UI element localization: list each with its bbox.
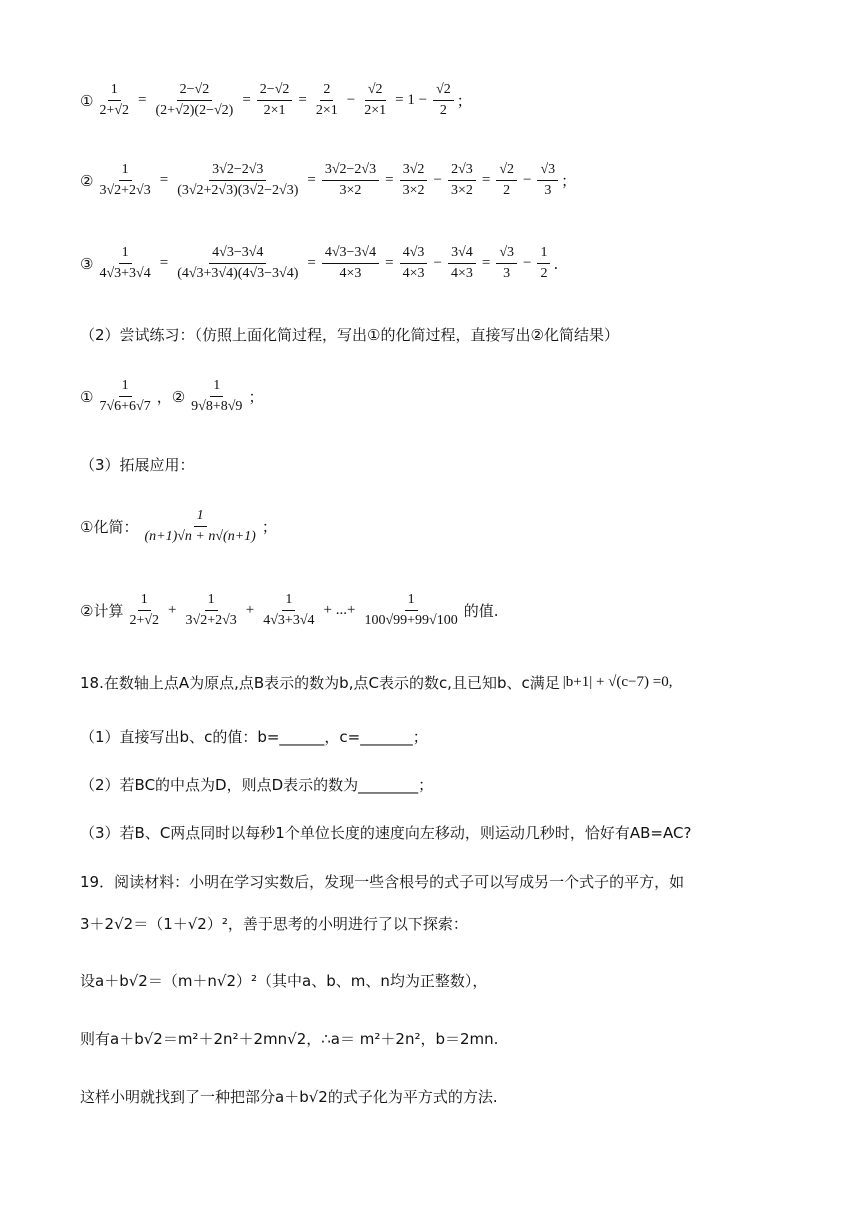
q18-sub3: （3）若B、C两点同时以每秒1个单位长度的速度向左移动，则运动几秒时，恰好有AB=AC? [80, 824, 692, 842]
part3-simplify: ①化简： $\frac{1}{(n+1)√n + n√(n+1)}$ ； [80, 508, 277, 545]
fraction: $\frac{√3}{3}$ [537, 162, 558, 199]
fraction: $\frac{3√2-2√3}{3\times 2}$ [322, 162, 379, 199]
fraction: $\frac{2-√2}{2\times 1}$ [257, 82, 293, 119]
fraction: $\frac{1}{4√3+3√4}$ [99, 245, 151, 282]
fraction: $\frac{2-√2}{(2+√2)(2-√2)}$ [155, 82, 234, 119]
q19-line5: 这样小明就找到了一种把部分a＋b√2的式子化为平方式的方法. [80, 1088, 498, 1106]
q19-line3: 设a＋b√2＝（m＋n√2）²（其中a、b、m、n均为正整数）， [80, 972, 488, 990]
q19-line1: 19．阅读材料：小明在学习实数后，发现一些含根号的式子可以写成另一个式子的平方，如 [80, 873, 685, 891]
fraction: $\frac{4√3-3√4}{4\times 3}$ [322, 245, 379, 282]
fraction: $\frac{√2}{2\times 1}$ [364, 82, 387, 119]
fraction: $\frac{1}{(n+1)√n + n√(n+1)}$ [144, 508, 256, 545]
q18-stem: 18.在数轴上点A为原点,点B表示的数为b,点C表示的数c,且已知b、c满足 |b+1| + √(c−7) =0, [80, 674, 673, 692]
example-3: ③ $\frac{1}{4√3+3√4}$ = $\frac{4√3-3√4}{(4√3+3√4)(4√3-3√4)}$ = $\frac{4√3-3√4}{4\times 3}$ = $\frac{4√3}{4\times 3}$ − $\frac{3√4}{4\times 3}$ = $\frac{√3}{3}$ − $\frac{1}{2}$ . [80, 245, 559, 282]
fraction: $\frac{√2}{2}$ [433, 82, 454, 119]
fraction: $\frac{1}{3√2+2√3}$ [99, 162, 151, 199]
q18-sub1: （1）直接写出b、c的值：b=______，c=_______； [80, 728, 428, 746]
fraction: $\frac{1}{2+√2}$ [129, 592, 160, 629]
q19-line2: 3＋2√2＝（1＋√2）²，善于思考的小明进行了以下探索： [80, 915, 468, 933]
fraction: $\frac{1}{4√3+3√4}$ [263, 592, 315, 629]
fraction: $\frac{3√2-2√3}{(3√2+2√3)(3√2-2√3)}$ [177, 162, 299, 199]
part2-exercises: ① $\frac{1}{7√6+6√7}$ ，② $\frac{1}{9√8+8√9}$ ； [80, 378, 264, 415]
fraction: $\frac{2}{2\times 1}$ [315, 82, 338, 119]
q18-sub2: （2）若BC的中点为D，则点D表示的数为________； [80, 776, 434, 794]
fraction: $\frac{1}{3√2+2√3}$ [185, 592, 237, 629]
fraction: $\frac{√2}{2}$ [496, 162, 517, 199]
example-2: ② $\frac{1}{3√2+2√3}$ = $\frac{3√2-2√3}{(3√2+2√3)(3√2-2√3)}$ = $\frac{3√2-2√3}{3\times 2}$ = $\frac{3√2}{3\times 2}$ − $\frac{2√3}{3\times 2}$ = $\frac{√2}{2}$ − $\frac{√3}{3}$ ； [80, 162, 577, 199]
fraction: $\frac{1}{2}$ [537, 245, 550, 282]
fraction: $\frac{1}{9√8+8√9}$ [191, 378, 243, 415]
part3-calculate: ②计算 $\frac{1}{2+√2}$ + $\frac{1}{3√2+2√3}$ + $\frac{1}{4√3+3√4}$ + ...+ $\frac{1}{100√99+99√100}$ 的值. [80, 592, 499, 629]
fraction: $\frac{3√2}{3\times 2}$ [400, 162, 428, 199]
fraction: $\frac{4√3}{4\times 3}$ [400, 245, 428, 282]
part3-title: （3）拓展应用： [80, 456, 195, 474]
fraction: $\frac{4√3-3√4}{(4√3+3√4)(4√3-3√4)}$ [177, 245, 299, 282]
fraction: $\frac{2√3}{3\times 2}$ [448, 162, 476, 199]
marker: ② [80, 171, 94, 190]
fraction: $\frac{1}{7√6+6√7}$ [99, 378, 151, 415]
marker: ③ [80, 254, 94, 273]
marker: ① [80, 91, 94, 110]
part2-title: （2）尝试练习：（仿照上面化简过程，写出①的化简过程，直接写出②化简结果） [80, 326, 619, 344]
fraction: $\frac{1}{100√99+99√100}$ [364, 592, 458, 629]
fraction: $\frac{1}{2+√2}$ [99, 82, 130, 119]
example-1: ① $\frac{1}{2+√2}$ = $\frac{2-√2}{(2+√2)(2-√2)}$ = $\frac{2-√2}{2\times 1}$ = $\frac{2}{2\times 1}$ − $\frac{√2}{2\times 1}$ = 1 − $\frac{√2}{2}$ ； [80, 82, 472, 119]
fraction: $\frac{3√4}{4\times 3}$ [448, 245, 476, 282]
fraction: $\frac{√3}{3}$ [496, 245, 517, 282]
q19-line4: 则有a＋b√2＝m²＋2n²＋2mn√2，∴a＝ m²＋2n²，b＝2mn. [80, 1030, 499, 1048]
